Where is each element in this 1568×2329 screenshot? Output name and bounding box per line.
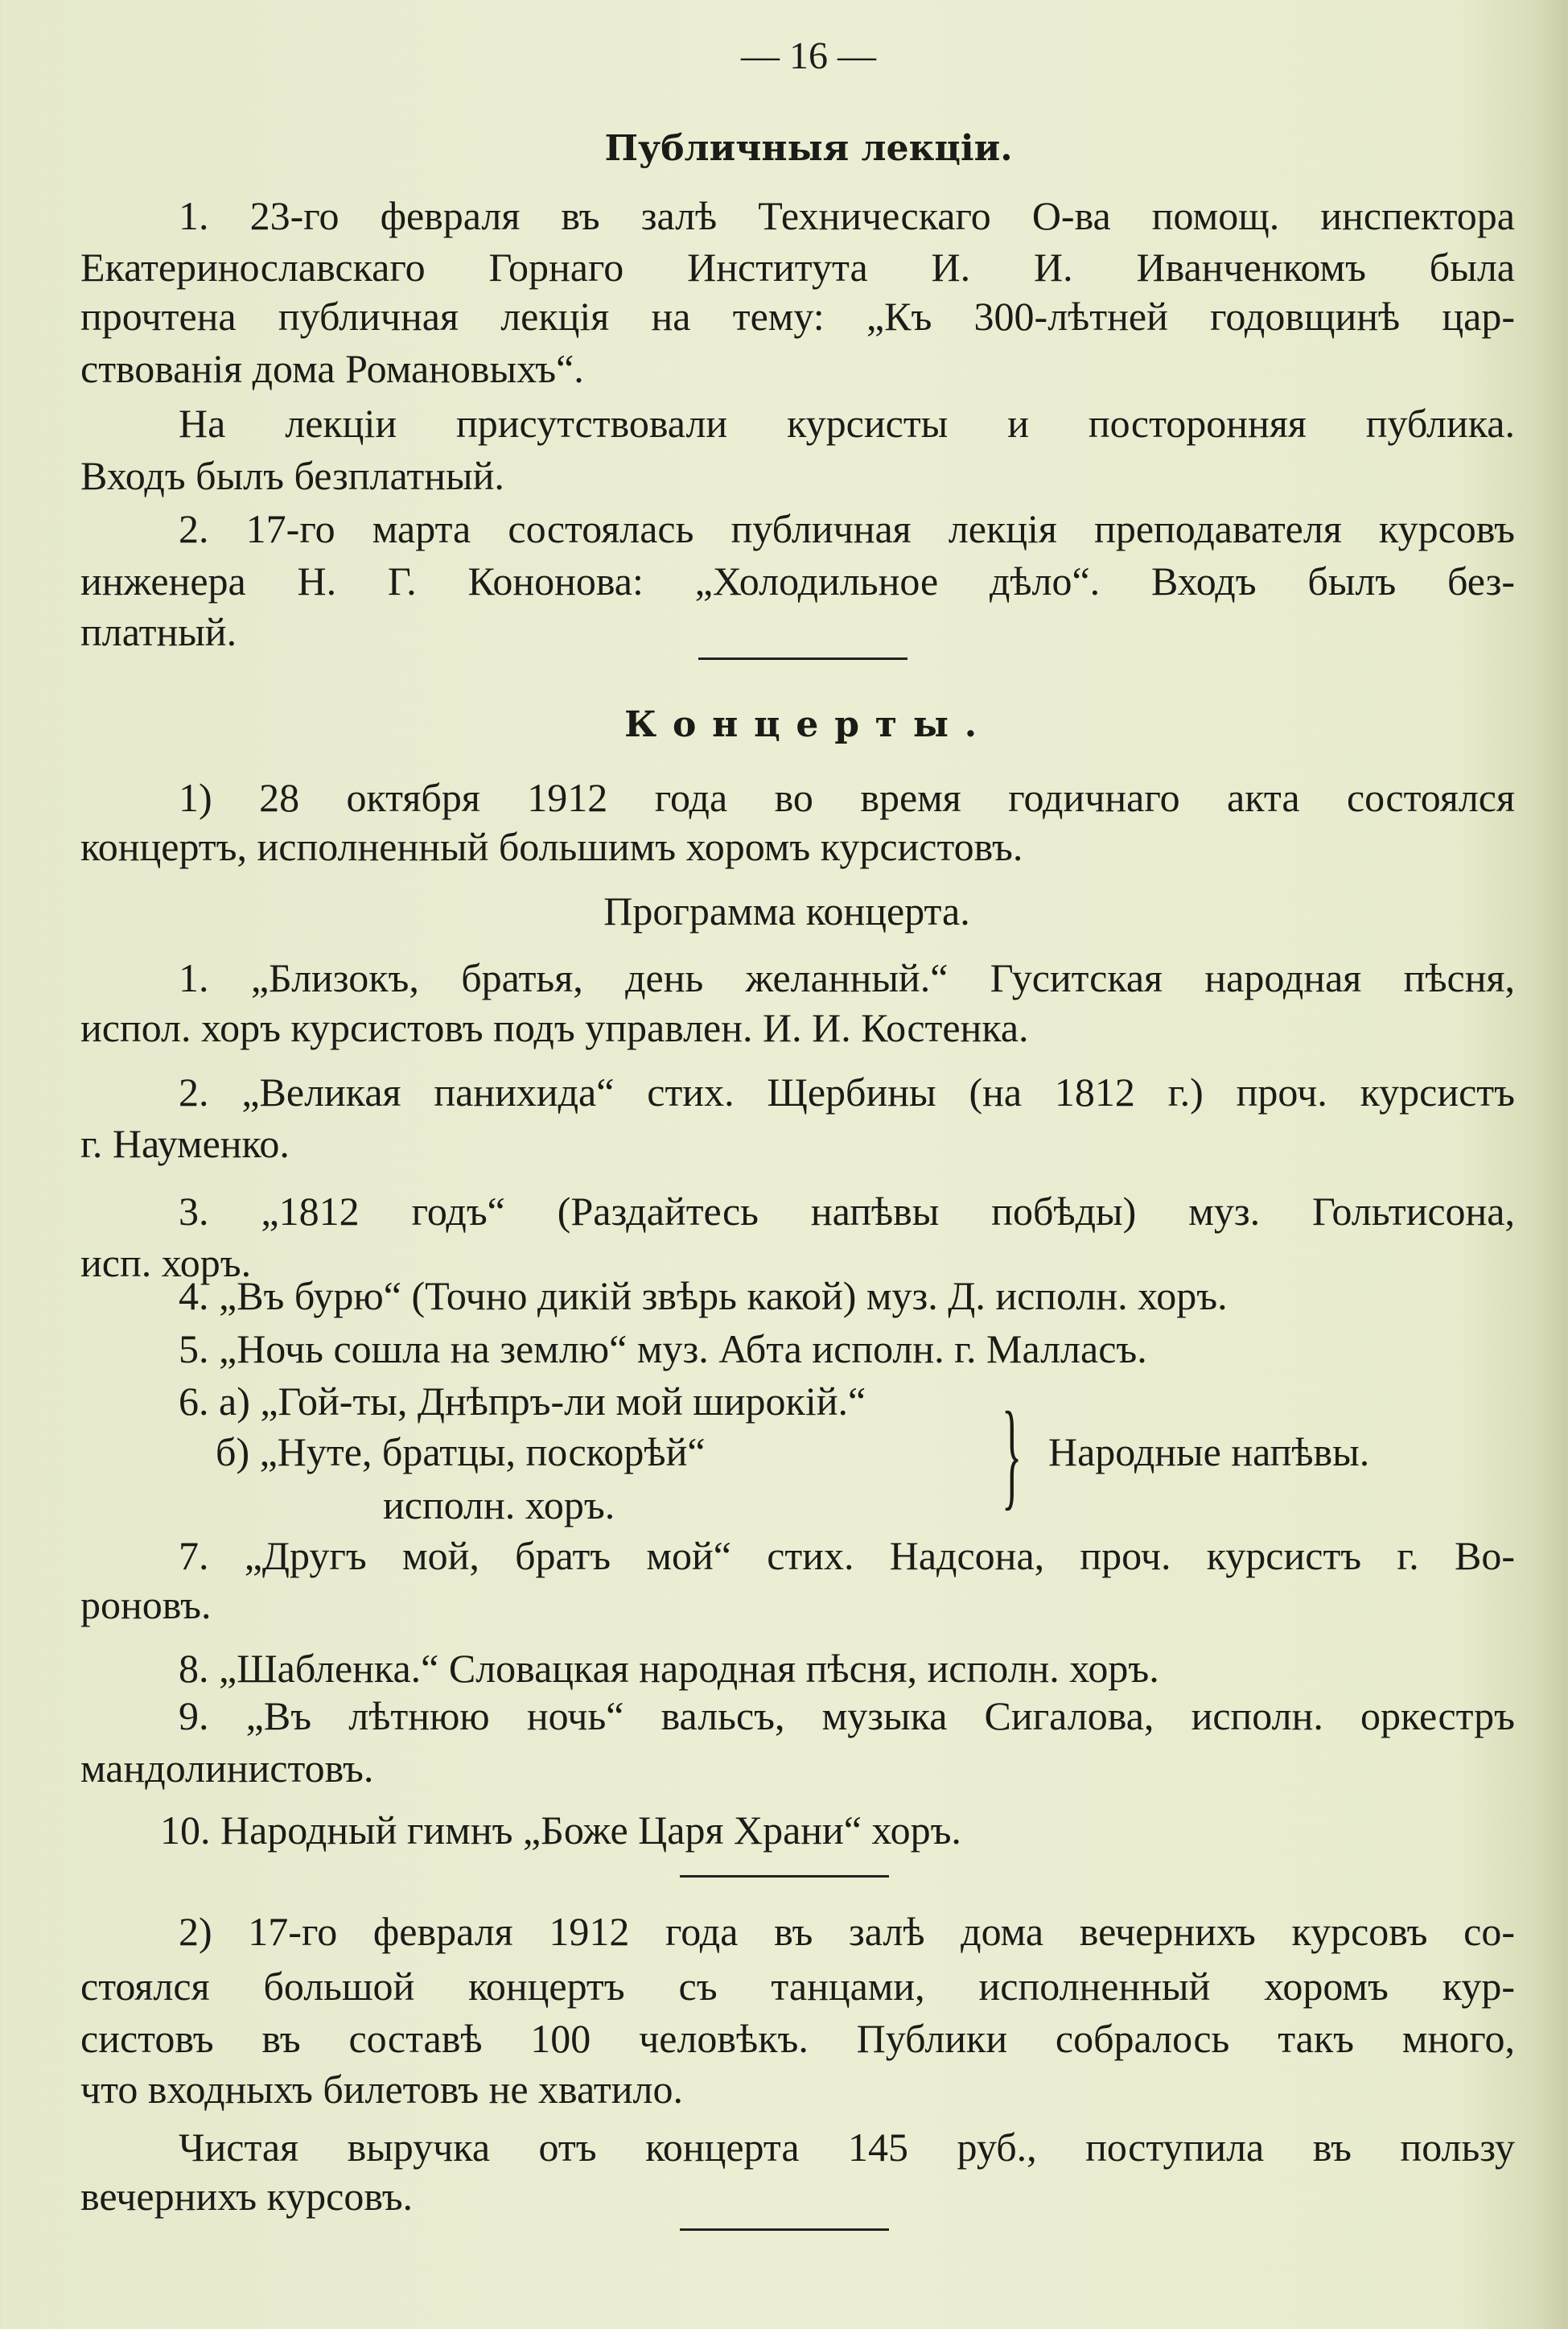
program-item: б) „Нуте, братцы, поскорѣй“ [216,1429,706,1474]
program-item: 10. Народный гимнъ „Боже Царя Храни“ хоръ. [160,1808,961,1853]
section-title-concerts: Концерты. [624,704,993,745]
program-item: исп. хоръ. [80,1240,252,1285]
program-item: испол. хоръ курсистовъ подъ управлен. И. И. Костенка. [80,1005,1029,1050]
text-line: 1. 23-го февраля въ залѣ Техническаго О-ва помощ. инспектора [179,193,1515,238]
program-item: 7. „Другъ мой, братъ мой“ стих. Надсона, проч. курсистъ г. Во- [179,1533,1515,1578]
program-item: 4. „Въ бурю“ (Точно дикій звѣрь какой) муз. Д. исполн. хоръ. [179,1273,1228,1318]
text-line: прочтена публичная лекція на тему: „Къ 300-лѣтней годовщинѣ цар- [80,294,1515,339]
program-item: 6. а) „Гой-ты, Днѣпръ-ли мой широкій.“ [179,1379,866,1424]
program-item: мандолинистовъ. [80,1746,374,1791]
text-line: 1) 28 октября 1912 года во время годичнаго акта состоялся [179,775,1515,820]
section-divider [698,657,907,660]
text-line: концертъ, исполненный большимъ хоромъ курсистовъ. [80,824,1023,869]
text-line: 2) 17-го февраля 1912 года въ залѣ дома вечернихъ курсовъ со- [179,1909,1515,1954]
text-line: 2. 17-го марта состоялась публичная лекція преподавателя курсовъ [179,506,1515,551]
text-line: ствованія дома Романовыхъ“. [80,346,584,391]
text-line: систовъ въ составѣ 100 человѣкъ. Публики собралось такъ много, [80,2016,1515,2061]
program-item: 3. „1812 годъ“ (Раздайтесь напѣвы побѣды) муз. Гольтисона, [179,1189,1515,1234]
program-item: 1. „Близокъ, братья, день желанный.“ Гуситская народная пѣсня, [179,955,1515,1000]
text-line: вечернихъ курсовъ. [80,2174,414,2219]
section-divider [680,2228,889,2231]
section-title-lectures: Публичныя лекціи. [604,128,1013,169]
page-number: — 16 — [741,35,876,77]
program-item: 8. „Шабленка.“ Словацкая народная пѣсня, исполн. хоръ. [179,1646,1159,1691]
text-line: платный. [80,609,237,654]
program-item: 5. „Ночь сошла на землю“ муз. Абта исполн. г. Малласъ. [179,1326,1147,1371]
section-divider [680,1875,889,1878]
program-note: Народные напѣвы. [1048,1429,1370,1474]
text-line: На лекціи присутствовали курсисты и посторонняя публика. [179,401,1515,446]
text-line: Екатеринославскаго Горнаго Института И. И. Иванченкомъ была [80,245,1515,290]
program-item: г. Науменко. [80,1121,290,1166]
text-line: Чистая выручка отъ концерта 145 руб., поступила въ пользу [179,2125,1515,2170]
text-line: стоялся большой концертъ съ танцами, исполненный хоромъ кур- [80,1964,1515,2009]
program-item: 9. „Въ лѣтнюю ночь“ вальсъ, музыка Сигалова, исполн. оркестръ [179,1693,1515,1738]
text-line: инженера Н. Г. Кононова: „Холодильное дѣло“. Входъ былъ без- [80,559,1515,604]
program-title: Программа концерта. [603,888,970,934]
brace-icon: } [1002,1387,1023,1521]
program-item: 2. „Великая панихида“ стих. Щербины (на 1812 г.) проч. курсистъ [179,1070,1515,1115]
program-item: роновъ. [80,1582,212,1627]
program-item: исполн. хоръ. [383,1482,615,1527]
text-line: Входъ былъ безплатный. [80,453,504,498]
text-line: что входныхъ билетовъ не хватило. [80,2067,683,2112]
